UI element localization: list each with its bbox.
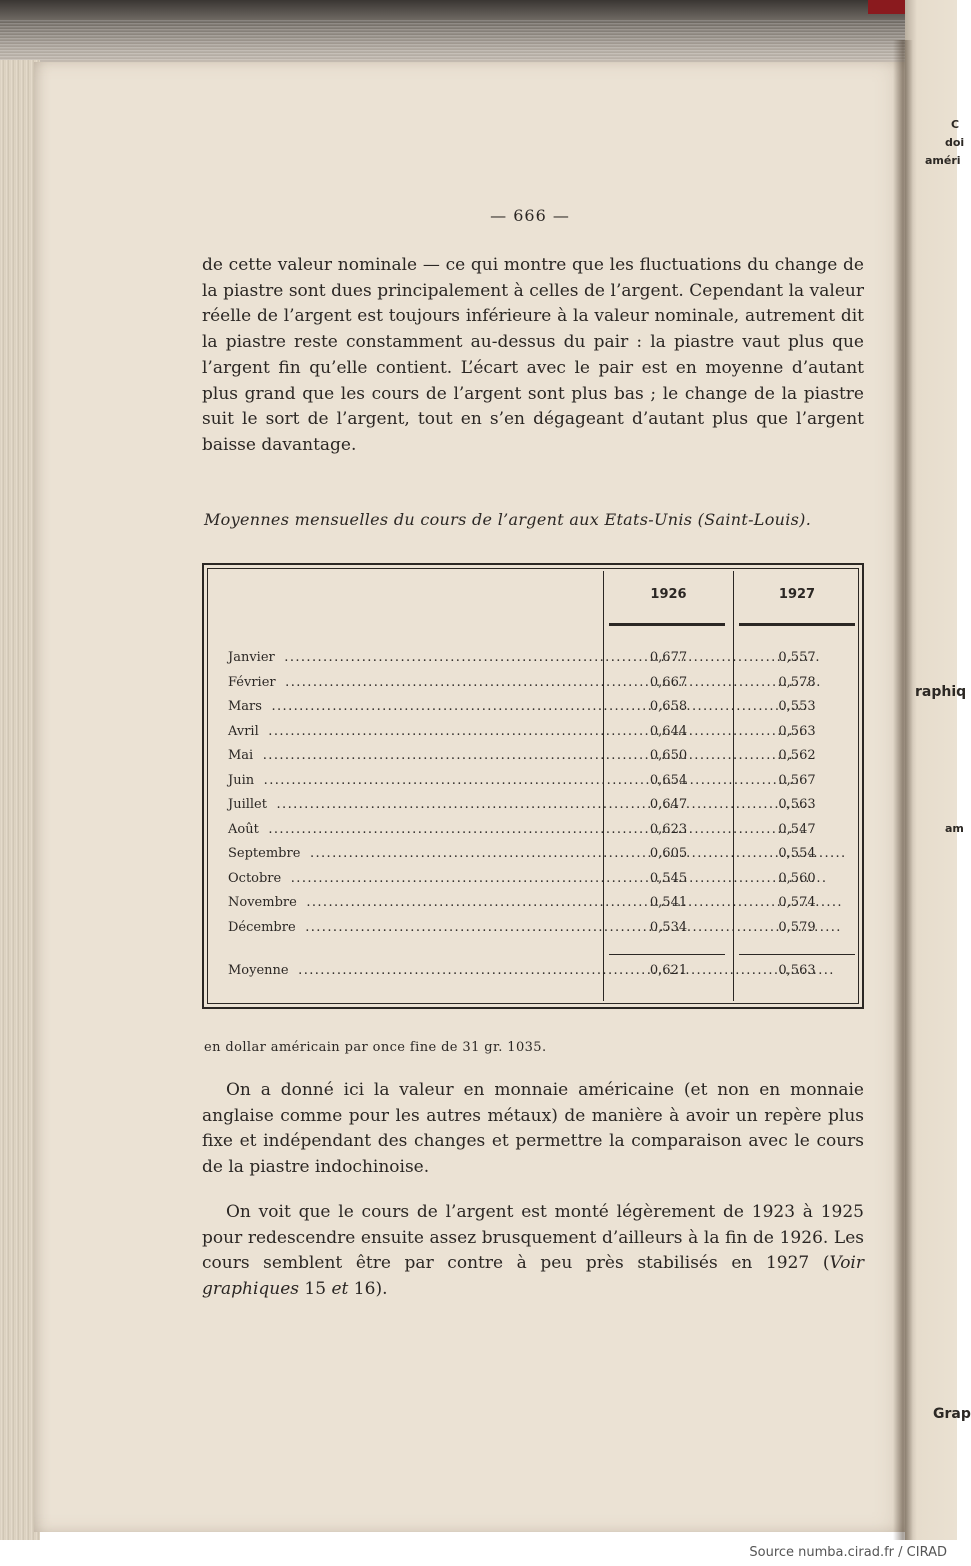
value-1926: 0,545 [649,870,688,886]
table-row [204,871,860,895]
facing-fragment: am [945,822,964,835]
table-row [204,773,860,797]
graph-number: 16 [348,1279,376,1300]
value-1927: 0,560 [778,870,816,886]
total-rule [739,954,855,955]
month-label: Mai [228,748,254,763]
page-number: — 666 — [490,206,570,225]
table-row [204,675,860,699]
column-header-1927: 1927 [778,587,816,602]
month-label: Mars [228,699,262,714]
column-header-1926: 1926 [650,587,687,602]
month-label: Juin [228,772,255,788]
header-rule [609,623,725,626]
value-1926: 0,654 [649,772,688,788]
graph-and: et [331,1279,349,1300]
facing-fragment: doi [945,136,965,149]
value-1926: 0,605 [649,846,688,861]
paragraph-3 [202,1200,864,1303]
paragraph-2: On a donné ici la valeur en monnaie américaine (et non en monnaie anglaise comme pour les autres métaux) de manière à avoir un repère plus fixe et indépendant des changes et permettre la comparaison avec le cours de la piastre indochinoise. [202,1080,864,1178]
value-1927: 0,579 [778,919,816,935]
table-row [204,846,860,870]
source-credit: Source numba.cirad.fr / CIRAD [749,1545,947,1560]
average-1927: 0,563 [778,963,816,978]
facing-fragment: raphiq [915,684,967,700]
month-label: Novembre [228,895,297,910]
value-1927: 0,574 [778,895,816,910]
month-label: Octobre [228,870,282,886]
average-row [204,963,860,987]
table-row [204,920,860,944]
table-row [204,748,860,772]
value-1927: 0,547 [778,821,816,837]
value-1926: 0,541 [649,895,688,910]
table-row [204,699,860,723]
table-row [204,895,860,919]
table-caption: Moyennes mensuelles du cours de l’argent aux Etats-Unis (Saint-Louis). [204,510,812,529]
value-1927: 0,563 [778,797,816,812]
value-1926: 0,667 [649,674,688,690]
facing-fragment: améri [925,154,961,167]
table-row [204,822,860,846]
table-row [204,650,860,674]
value-1927: 0,563 [778,723,816,739]
silver-price-table [202,563,864,1009]
paragraph-1: de cette valeur nominale — ce qui montre que les fluctuations du change de la piastre sont dues principalement à celles de l’argent. Cependant la valeur réelle de l’argent est toujours inférieure à la valeur nominale, autrement dit la piastre reste constamment au-dessus du pair : la piastre vaut plus que l’argent fin qu’elle contient. L’écart avec le pair est en moyenne d’autant plus grand que les cours de l’argent sont plus bas ; le change de la piastre suit le sort de l’argent, tout en s’en dégageant d’autant plus que l’argent baisse davantage. [202,255,864,455]
value-1927: 0,557 [778,650,816,665]
value-1927: 0,553 [778,699,816,714]
month-label: Septembre [228,846,301,861]
value-1926: 0,644 [649,723,688,739]
value-1927: 0,567 [778,772,816,788]
value-1926: 0,677 [649,650,688,665]
average-1926: 0,621 [649,963,688,978]
gutter-shadow [893,40,913,1540]
month-label: Août [228,821,259,837]
month-label: Avril [228,723,259,739]
facing-fragment: Grap [933,1406,971,1422]
paragraph-3-close: ). [375,1279,388,1300]
graph-number: 15 [299,1279,332,1300]
paragraph-3-text: On voit que le cours de l’argent est monté légèrement de 1923 à 1925 pour redescendre ensuite assez brusquement d’ailleurs à la fin de 1926. Les cours semblent être par contre à peu près stabilisés en 1927 ( [202,1202,864,1274]
value-1926: 0,658 [649,699,688,714]
month-label: Janvier [228,650,275,665]
graph-reference: Voir graphiques [202,1253,864,1300]
table-footnote: en dollar américain par once fine de 31 gr. 1035. [204,1040,547,1055]
month-label: Décembre [228,919,296,935]
header-rule [739,623,855,626]
average-label: Moyenne [228,963,289,978]
month-label: Février [228,674,276,690]
value-1926: 0,534 [649,919,688,935]
value-1926: 0,650 [649,748,688,763]
value-1927: 0,562 [778,748,816,763]
month-label: Juillet [228,797,267,812]
value-1926: 0,623 [649,821,688,837]
value-1926: 0,647 [649,797,688,812]
total-rule [609,954,725,955]
value-1927: 0,578 [778,674,816,690]
facing-fragment: C [951,118,960,131]
table-row [204,724,860,748]
value-1927: 0,554 [778,846,816,861]
table-row [204,797,860,821]
